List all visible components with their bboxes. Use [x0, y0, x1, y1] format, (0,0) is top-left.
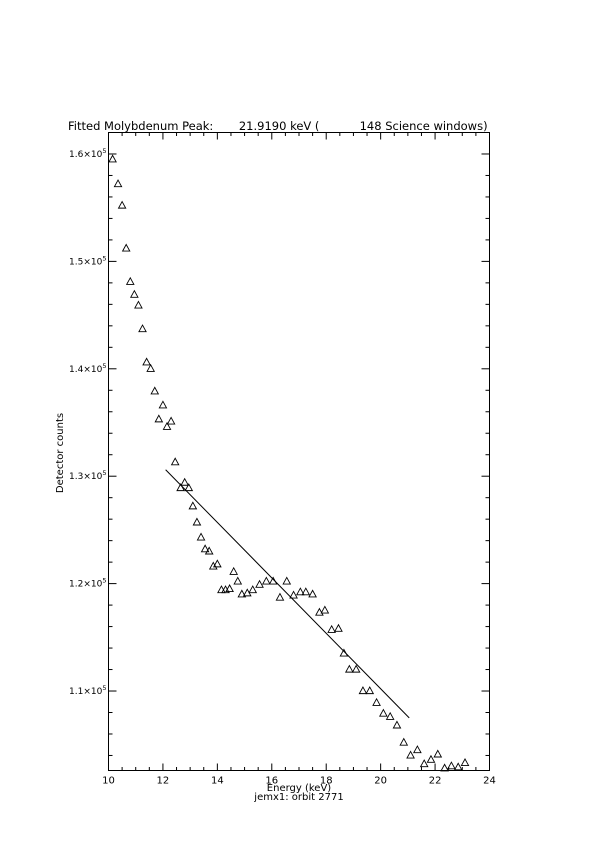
- y-axis-label: Detector counts: [55, 412, 66, 494]
- x-tick-label: 22: [428, 775, 442, 787]
- data-point: [380, 710, 387, 717]
- data-markers: [109, 155, 469, 771]
- data-point: [346, 666, 353, 673]
- data-point: [421, 760, 428, 767]
- x-axis-label: Energy (keV): [266, 783, 332, 794]
- data-point: [427, 756, 434, 763]
- y-tick-label: $1.5\times 10^5$: [69, 254, 107, 268]
- data-point: [197, 533, 204, 540]
- y-tick-label: $1.3\times 10^5$: [69, 469, 107, 483]
- data-point: [131, 291, 138, 298]
- plot-frame: [109, 133, 490, 771]
- x-tick-label: 24: [483, 775, 496, 787]
- data-point: [373, 699, 380, 706]
- data-point: [249, 586, 256, 593]
- data-point: [359, 687, 366, 694]
- data-point: [159, 401, 166, 408]
- data-point: [393, 721, 400, 728]
- y-tick-label: $1.1\times 10^5$: [69, 684, 107, 698]
- y-tick-label: $1.2\times 10^5$: [69, 576, 107, 590]
- data-point: [461, 759, 468, 766]
- data-point: [123, 245, 130, 252]
- data-point: [335, 625, 342, 632]
- data-point: [155, 415, 162, 422]
- y-tick-label: $1.6\times 10^5$: [69, 146, 107, 160]
- x-tick-label: 14: [210, 775, 224, 787]
- data-point: [119, 202, 126, 209]
- fit-line: [166, 470, 410, 718]
- data-point: [109, 155, 116, 162]
- data-point: [434, 750, 441, 757]
- data-point: [193, 518, 200, 525]
- x-tick-label: 20: [374, 775, 388, 787]
- data-point: [135, 301, 142, 308]
- data-point: [143, 358, 150, 365]
- data-point: [309, 590, 316, 597]
- data-point: [172, 458, 179, 465]
- data-point: [167, 417, 174, 424]
- data-point: [400, 739, 407, 746]
- data-point: [455, 763, 462, 770]
- y-tick-label: $1.4\times 10^5$: [69, 361, 107, 375]
- data-point: [387, 713, 394, 720]
- data-point: [340, 649, 347, 656]
- footer-label: jemx1: orbit 2771: [254, 792, 344, 803]
- x-tick-label: 18: [319, 775, 333, 787]
- data-point: [127, 278, 134, 285]
- x-tick-label: 10: [102, 775, 115, 787]
- data-point: [189, 502, 196, 509]
- data-point: [147, 365, 154, 372]
- data-point: [276, 594, 283, 601]
- x-tick-label: 16: [265, 775, 279, 787]
- data-point: [151, 387, 158, 394]
- data-point: [283, 577, 290, 584]
- data-point: [366, 687, 373, 694]
- data-point: [114, 180, 121, 187]
- data-point: [407, 751, 414, 758]
- data-point: [441, 764, 448, 771]
- data-point: [139, 325, 146, 332]
- data-point: [234, 577, 241, 584]
- data-point: [230, 568, 237, 575]
- tick-labels: [69, 147, 496, 787]
- chart-title: Fitted Molybdenum Peak: 21.9190 keV ( 148 Science windows): [68, 119, 488, 133]
- data-point: [328, 626, 335, 633]
- data-point: [414, 746, 421, 753]
- x-tick-label: 12: [156, 775, 170, 787]
- data-point: [263, 577, 270, 584]
- data-point: [270, 577, 277, 584]
- data-point: [321, 606, 328, 613]
- data-point: [181, 479, 188, 486]
- axis-ticks: [109, 133, 490, 771]
- data-point: [256, 581, 263, 588]
